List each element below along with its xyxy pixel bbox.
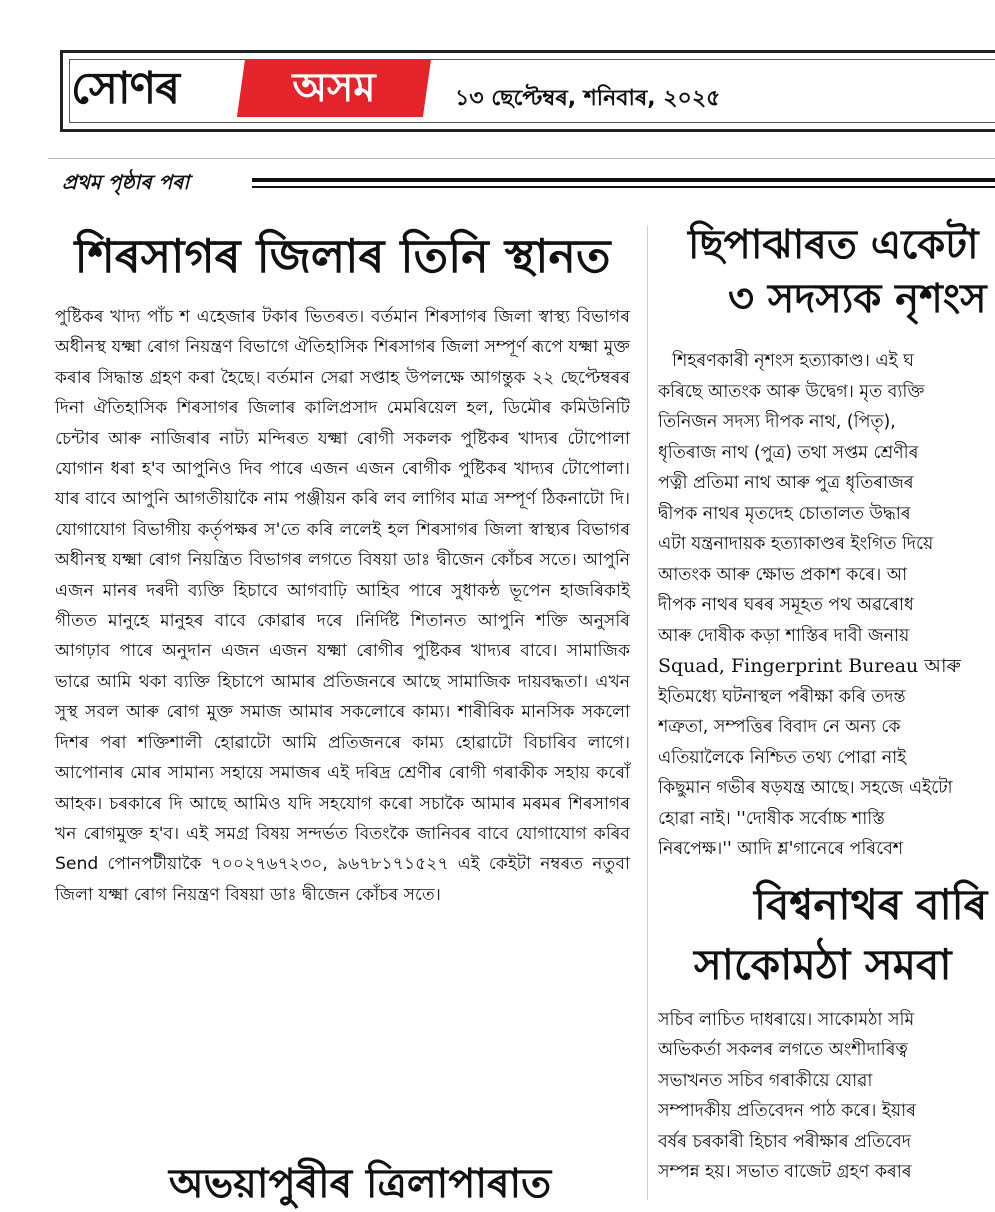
masthead (60, 50, 995, 132)
continued-rule (252, 178, 995, 188)
masthead-logo-right (237, 59, 431, 117)
continued-from-label: প্ৰথম পৃষ্ঠাৰ পৰা (62, 170, 190, 194)
right-article-2-line: অভিকৰ্তা সকলৰ লগতে অংশীদাৰিত্ব (658, 1040, 908, 1060)
left-next-headline: অভয়াপুৰীৰ ত্ৰিলাপাৰাত (168, 1161, 552, 1207)
masthead-date: ১৩ ছেপ্টেম্বৰ, শনিবাৰ, ২০২৫ (455, 86, 721, 111)
right-article-1-line: এতিয়ালৈকে নিশ্চিত তথ্য পোৱা নাই (658, 747, 907, 768)
right-article-2-headline-line: বিশ্বনাথৰ বাৰি (754, 879, 988, 929)
right-article-1-line: এটা যন্ত্ৰনাদায়ক হত্যাকাণ্ডৰ ইংগিত দিয়ে (658, 534, 934, 554)
masthead-logo-right-text: অসম (292, 65, 376, 111)
right-article-2-headline-line: সাকোমঠা সমবা (694, 939, 952, 989)
right-article-2-line: সম্পাদকীয় প্ৰতিবেদন পাঠ কৰে। ইয়াৰ (658, 1101, 916, 1121)
left-article (55, 224, 630, 910)
right-article-1-line: তিনিজন সদস্য দীপক নাথ, (পিতৃ), (658, 412, 896, 432)
right-article-1-body (658, 346, 995, 865)
column-separator (647, 225, 648, 1200)
left-article-headline: শিৰসাগৰ জিলাৰ তিনি স্থানত (74, 229, 611, 283)
right-article-2-body (658, 1005, 995, 1188)
right-article-1-headline (688, 218, 995, 326)
right-article-1-line: পত্নী প্ৰতিমা নাথ আৰু পুত্ৰ ধৃতিৰাজৰ (658, 473, 914, 493)
masthead-logo-left: সোণৰ (71, 63, 180, 114)
right-article-1-line: নিৰপেক্ষ।'' আদি শ্ল'গানেৰে পৰিবেশ (658, 839, 904, 859)
right-article-1-line: ইতিমধ্যে ঘটনাস্থল পৰীক্ষা কৰি তদন্ত (658, 686, 906, 707)
right-article-1-line: দ্বীপক নাথৰ মৃতদেহ চোতালত উদ্ধাৰ (658, 503, 911, 524)
right-article-2-line: সচিব লাচিত দাধৰায়ে। সাকোমঠা সমি (658, 1009, 915, 1030)
right-article-1-line: আতংক আৰু ক্ষোভ প্ৰকাশ কৰে। আ (658, 564, 908, 585)
right-column (658, 218, 995, 1200)
right-article-1-headline-line: ছিপাঝাৰত একেটা (688, 222, 979, 268)
right-article-1-line: আৰু দোষীক কড়া শাস্তিৰ দাবী জনায় (658, 625, 910, 646)
right-article-1-line: কিছুমান গভীৰ ষড়যন্ত্ৰ আছে। সহজে এইটো (658, 778, 953, 798)
right-article-2-line: সম্পন্ন হয়। সভাত বাজেট গ্ৰহণ কৰাৰ (658, 1162, 912, 1182)
right-article-2-line: সভাখনত সচিব গৰাকীয়ে যোৱা (658, 1070, 873, 1091)
left-article-body: পুষ্টিকৰ খাদ্য পাঁচ শ এহেজাৰ টকাৰ ভিতৰত। বৰ্তমান শিৰসাগৰ জিলা স্বাস্থ্য বিভাগৰ অধীনস্থ যক্ষ্মা ৰোগ নিয়ন্ত্ৰণ বিভাগে ঐতিহাসিক শিৰসাগৰ জিলা সম্পূৰ্ণ ৰূপে যক্ষ্মা মুক্ত কৰাৰ সিদ্ধান্ত গ্ৰহণ কৰা হৈছে। বৰ্তমান সেৱা সপ্তাহ উপলক্ষে আগন্তুক ২২ ছেপ্টেম্বৰৰ দিনা ঐতিহাসিক শিৰসাগৰ জিলাৰ কালিপ্ৰসাদ মেমৰিয়েল হল, ডিমৌৰ কমিউনিটি চেন্টাৰ আৰু নাজিৰাৰ নাট্য মন্দিৰত যক্ষ্মা ৰোগী সকলক পুষ্টিকৰ খাদ্যৰ টোপোলা যোগান ধৰা হ'ব আপুনিও দিব পাৰে এজন এজন ৰোগীক পুষ্টিকৰ খাদ্যৰ টোপোলা। যাৰ বাবে আপুনি আগতীয়াকৈ নাম পঞ্জীয়ন কৰি লব লাগিব মাত্ৰ সম্পূৰ্ণ ঠিকনাটো দি। যোগাযোগ বিভাগীয় কৰ্তৃপক্ষৰ স'তে কৰি ললেই হল শিৰসাগৰ জিলা স্বাস্থ্যৰ বিভাগৰ অধীনস্থ যক্ষ্মা ৰোগ নিয়ন্ত্ৰিত বিভাগৰ লগতে বিষয়া ডাঃ দ্বীজেন কোঁচৰ সতে। আপুনি এজন মানৰ দৰদী ব্যক্তি হিচাবে আগবাঢ়ি আহিব পাৰে সুধাকন্ঠ ভূপেন হাজৰিকাই গীতত মানুহে মানুহৰ বাবে কোৱাৰ দৰে ।নিৰ্দিষ্ট শিতানত আপুনি শক্তি অনুসৰি আগঢ়াব পাৰে অনুদান এজন এজন যক্ষ্মা ৰোগীৰ পুষ্টিকৰ খাদ্যৰ বাবে। সামাজিক ভাৱে আমি থকা ব্যক্তি হিচাপে আমাৰ প্ৰতিজনৰে আছে সামাজিক দায়বদ্ধতা। এখন সুস্থ সবল আৰু ৰোগ মুক্ত সমাজ আমাৰ সকলোৰে কাম্য। শাৰীৰিক মানসিক সকলো দিশৰ পৰা শক্তিশালী হোৱাটো আমি প্ৰতিজনৰে কাম্য হোৱাটো বিচাৰিব লাগে। আপোনাৰ মোৰ সামান্য সহায়ে সমাজৰ এই দৰিদ্ৰ শ্ৰেণীৰ ৰোগী গৰাকীক সহায় কৰোঁ আহক। চৰকাৰে দি আছে আমিও যদি সহযোগ কৰো সচাকৈ আমাৰ মৰমৰ শিৰসাগৰ খন ৰোগমুক্ত হ'ব। এই সমগ্ৰ বিষয় সন্দৰ্ভত বিতংকৈ জানিবৰ বাবে যোগাযোগ কৰিব Send পোনপটীয়াকৈ ৭০০২৭৬৭২৩০, ৯৬৭৮১৭১৫২৭ এই কেইটা নম্বৰত নতুবা জিলা যক্ষ্মা ৰোগ নিয়ন্ত্ৰণ বিষয়া ডাঃ দ্বীজেন কোঁচৰ সতে। (55, 307, 630, 905)
right-article-1-line: ধৃতিৰাজ নাথ (পুত্ৰ) তথা সপ্তম শ্ৰেণীৰ (658, 442, 919, 463)
top-hairline-divider (48, 158, 995, 159)
right-article-1-line: Squad, Fingerprint Bureau আৰু (658, 655, 961, 677)
right-article-1-line: শত্ৰুতা, সম্পত্তিৰ বিবাদ নে অন্য কে (658, 717, 901, 737)
right-article-2-headline (658, 875, 995, 995)
right-article-1-line: হোৱা নাই। ''দোষীক সৰ্বোচ্চ শাস্তি (658, 808, 885, 829)
right-article-1-line: কৰিছে আতংক আৰু উদ্বেগ। মৃত ব্যক্তি (658, 381, 925, 402)
right-article-1-headline-line: ৩ সদস্যক নৃশংস (728, 276, 987, 322)
right-article-1-line: দীপক নাথৰ ঘৰৰ সমূহত পথ অৱৰোধ (658, 595, 914, 615)
right-article-2-line: বৰ্ষৰ চৰকাৰী হিচাব পৰীক্ষাৰ প্ৰতিবেদ (658, 1131, 911, 1152)
right-article-1-line: শিহৰণকাৰী নৃশংস হত্যাকাণ্ড। এই ঘ (672, 351, 914, 371)
